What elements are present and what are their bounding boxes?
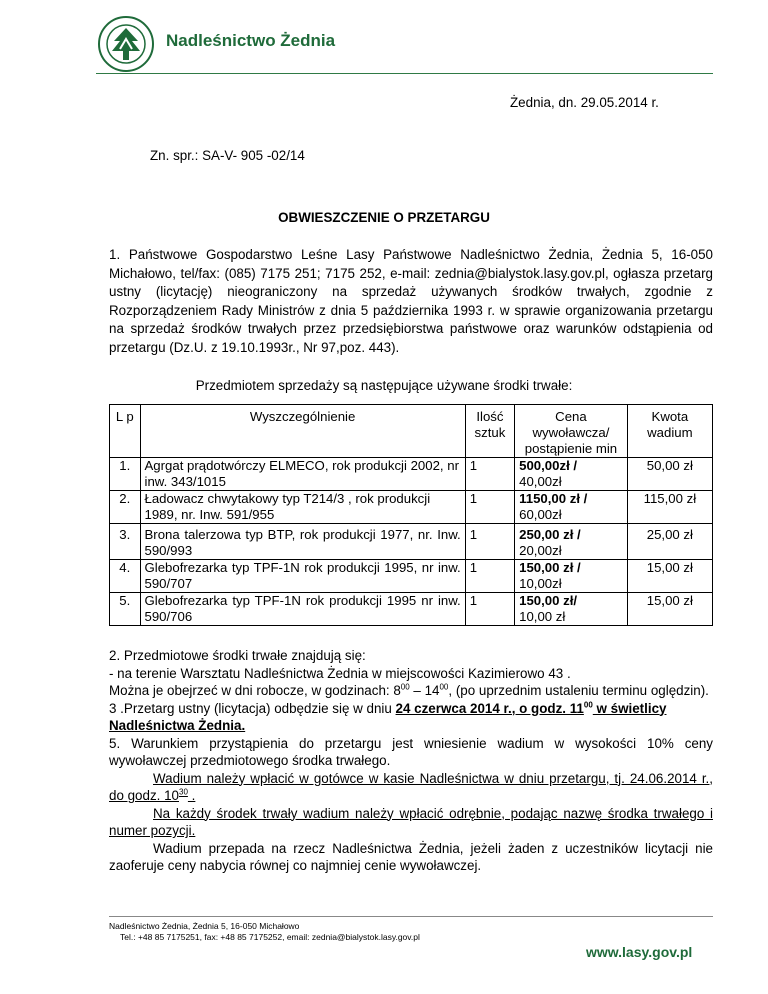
header-divider <box>96 73 713 74</box>
footer-divider <box>109 916 713 917</box>
section2-location: - na terenie Warsztatu Nadleśnictwa Żednia w miejscowości Kazimierowo 43 . <box>109 665 571 681</box>
table-row <box>110 524 713 560</box>
row-price <box>515 593 628 626</box>
table-row <box>110 458 713 491</box>
row-price <box>515 560 628 593</box>
footer-website-link[interactable]: www.lasy.gov.pl <box>586 944 693 960</box>
table-row <box>110 593 713 626</box>
row-quantity: 1 <box>465 593 514 626</box>
paragraph-announcement: 1. Państwowe Gospodarstwo Leśne Lasy Państwowe Nadleśnictwo Żednia, Żednia 5, 16-050 Michałowo, tel/fax: (085) 7175 251; 7175 252, e-mail: zednia@bialystok.lasy.gov.pl, ogłasza przetarg ustny (licytację) nieograniczony na sprzedaż używanych środków trwałych, zgodnie z Rozporządzeniem Rady Ministrów z dnia 5 października 1993 r. w sprawie organizowania przetargu na sprzedaż środków trwałych przez przedsiębiorstwa państwowe oraz warunków odstąpienia od przetargu (Dz.U. z 19.10.1993r., Nr 97,poz. 443). <box>109 247 713 355</box>
row-step-value: 20,00zł <box>519 543 562 558</box>
row-deposit: 50,00 zł <box>627 458 712 491</box>
org-name: Nadleśnictwo Żednia <box>166 31 336 50</box>
row-description: Ładowacz chwytakowy typ T214/3 , rok produkcji 1989, nr. Inw. 591/955 <box>140 491 465 524</box>
section2-heading: 2. Przedmiotowe środki trwałe znajdują się: <box>109 648 366 663</box>
header-quantity: Ilość sztuk <box>465 405 514 458</box>
row-quantity: 1 <box>465 458 514 491</box>
row-description: Glebofrezarka typ TPF-1N rok produkcji 1995 nr inw. 590/706 <box>140 593 465 626</box>
row-quantity: 1 <box>465 524 514 560</box>
section-conditions <box>109 647 713 875</box>
deposit-payment-deadline: Wadium należy wpłacić w gotówce w kasie Nadleśnictwa w dniu przetargu, tj. 24.06.2014 r., do godz. $10^{30}$ . <box>109 770 713 803</box>
row-deposit: 25,00 zł <box>627 524 712 560</box>
row-lp: 3. <box>110 524 141 560</box>
table-row <box>110 560 713 593</box>
row-step-value: 10,00zł <box>519 576 562 591</box>
header-lp: L p <box>110 405 141 458</box>
row-lp: 1. <box>110 458 141 491</box>
row-lp: 5. <box>110 593 141 626</box>
section5-deposit-condition: 5. Warunkiem przystąpienia do przetargu jest wniesienie wadium w wysokości 10% ceny wywoławczej przedmiotowego środka trwałego. <box>109 735 713 768</box>
footer-contact: Tel.: +48 85 7175251, fax: +48 85 7175252, email: zednia@bialystok.lasy.gov.pl <box>120 932 420 942</box>
table-intro: Przedmiotem sprzedaży są następujące używane środki trwałe: <box>195 378 573 393</box>
header-deposit: Kwota wadium <box>627 405 712 458</box>
assets-table <box>109 404 713 626</box>
row-lp: 4. <box>110 560 141 593</box>
header-price: Cena wywoławcza/ postąpienie min <box>515 405 628 458</box>
row-step-value: 40,00zł <box>519 474 562 489</box>
row-deposit: 15,00 zł <box>627 560 712 593</box>
document-title: OBWIESZCZENIE O PRZETARGU <box>278 210 490 225</box>
row-deposit: 15,00 zł <box>627 593 712 626</box>
row-price <box>515 458 628 491</box>
row-price-value: 500,00zł / <box>519 458 578 473</box>
row-price-value: 250,00 zł / <box>519 527 581 542</box>
row-description: Agrgat prądotwórczy ELMECO, rok produkcji 2002, nr inw. 343/1015 <box>140 458 465 491</box>
row-price <box>515 524 628 560</box>
table-header-row <box>110 405 713 458</box>
row-price-value: 150,00 zł / <box>519 560 581 575</box>
row-quantity: 1 <box>465 491 514 524</box>
row-description: Brona talerzowa typ BTP, rok produkcji 1977, nr. Inw. 590/993 <box>140 524 465 560</box>
deposit-forfeit-note: Wadium przepada na rzecz Nadleśnictwa Żednia, jeżeli żaden z uczestników licytacji nie zaoferuje ceny nabycia równej co najmniej cenie wywoławczej. <box>109 840 713 873</box>
lasy-panstwowe-logo <box>96 14 156 74</box>
row-step-value: 10,00 zł <box>519 609 566 624</box>
row-quantity: 1 <box>465 560 514 593</box>
row-lp: 2. <box>110 491 141 524</box>
footer-address: Nadleśnictwo Żednia, Żednia 5, 16-050 Michałowo <box>109 921 300 931</box>
row-price <box>515 491 628 524</box>
header-description: Wyszczególnienie <box>140 405 465 458</box>
date-line: Żednia, dn. 29.05.2014 r. <box>510 95 659 110</box>
reference-number: Zn. spr.: SA-V- 905 -02/14 <box>150 148 305 163</box>
row-step-value: 60,00zł <box>519 507 562 522</box>
row-price-value: 150,00 zł/ <box>519 593 578 608</box>
row-price-value: 1150,00 zł / <box>519 491 588 506</box>
section3-auction-date: 3 .Przetarg ustny (licytacja) odbędzie się w dniu 24 czerwca 2014 r., o godz. $11^{00}$ w świetlicy Nadleśnictwa Żednia. <box>109 700 667 733</box>
row-deposit: 115,00 zł <box>627 491 712 524</box>
row-description: Glebofrezarka typ TPF-1N rok produkcji 1995, nr inw. 590/707 <box>140 560 465 593</box>
table-row <box>110 491 713 524</box>
section2-viewing-hours: Można je obejrzeć w dni robocze, w godzinach: $8^{00} - 14^{00}$, (po uprzednim ustaleniu terminu oględzin). <box>109 682 709 698</box>
deposit-per-item-note: Na każdy środek trwały wadium należy wpłacić odrębnie, podając nazwę środka trwałego i numer pozycji. <box>109 805 713 838</box>
